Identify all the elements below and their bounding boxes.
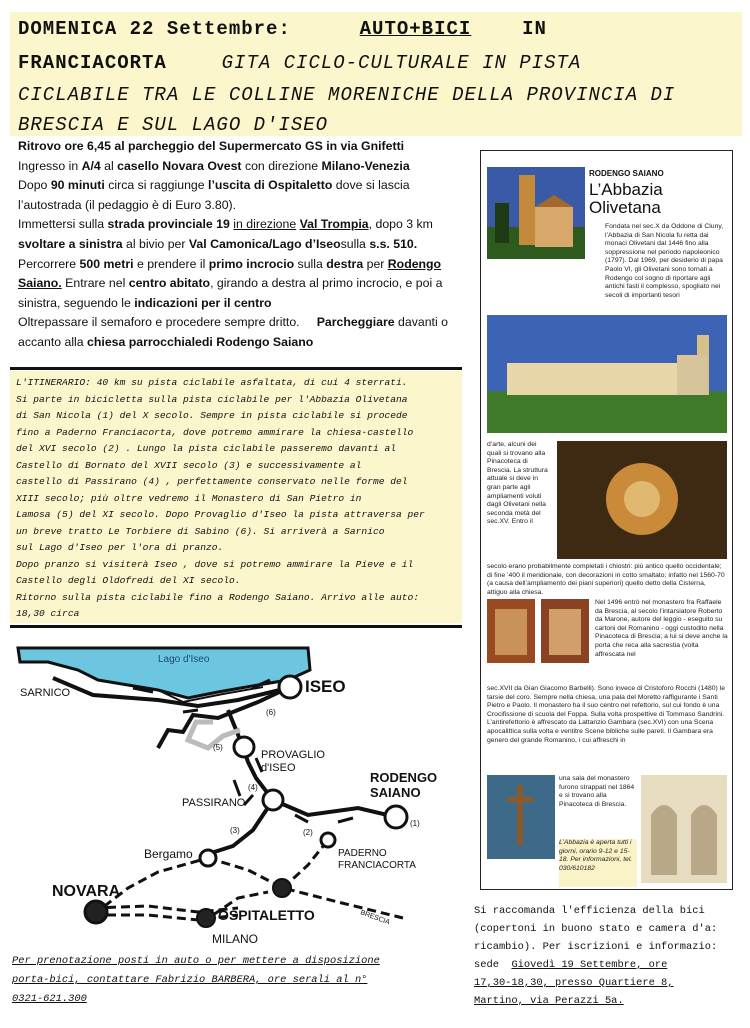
crucifixion-photo xyxy=(487,775,555,859)
door-photo-2 xyxy=(541,599,589,663)
itinerary-box xyxy=(10,371,462,623)
info-note xyxy=(474,902,744,1010)
label-provaglio: PROVAGLIO xyxy=(261,749,325,761)
directions-text xyxy=(18,137,480,353)
label-sarnico: SARNICO xyxy=(20,687,71,699)
meeting-point: Ritrovo ore 6,45 al parcheggio del Supermercato GS in via Gnifetti xyxy=(18,139,405,153)
article-side: d’arte, alcuni dei quali si trovano alla Pinacoteca di Brescia. La struttura attuale si deve in gran parte agli ampliamenti voluti dagli Olivetani nella seconda metà del sec.XV. Entro il xyxy=(487,441,548,526)
opening-hours-box: L’Abbazia è aperta tutti i giorni, orario 9-12 e 15-18. Per informazioni, tel. 030/610182 xyxy=(559,839,637,887)
article-intro: Fondata nel sec.X da Oddone di Cluny, l’Abbazia di San Nicola fu retta dai monaci Olivetani dal 1446 fino alla soppressione nel periodo napoleonico (1797). Dal 1969, per desiderio di papa Paolo VI, gli Olivetani sono tornati a Rodengo col sogno di riportare agli antichi fasti il complesso, spogliato nei secoli di importanti tesori xyxy=(605,223,724,299)
header-gita: GITA CICLO-CULTURALE IN PISTA xyxy=(221,52,582,74)
label-ospitaletto: OSPITALETTO xyxy=(218,907,315,923)
label-n6: (6) xyxy=(266,708,276,717)
directions-line xyxy=(18,137,480,157)
booking-line: porta-bici, contattare Fabrizio BARBERA, ore serali al n° xyxy=(12,974,368,986)
label-provaglio-2: d'ISEO xyxy=(261,762,296,774)
booking-phone: 0321-621.300 xyxy=(12,993,87,1005)
directions-line: sinistra, seguendo le indicazioni per il centro xyxy=(18,295,272,310)
info-line: (copertoni in buono stato e camera d'a: xyxy=(474,923,718,935)
fresco-photo xyxy=(557,441,727,559)
label-n4: (4) xyxy=(248,783,258,792)
header-franciacorta: FRANCIACORTA xyxy=(18,52,167,74)
itinerary-line: sul Lago d'Iseo per l'ora di pranzo. xyxy=(16,542,224,553)
abbey-article xyxy=(480,150,733,890)
road-network xyxy=(53,678,396,854)
booking-line: Per prenotazione posti in auto o per mettere a disposizione xyxy=(12,955,380,967)
header-auto-bici: AUTO+BICI xyxy=(359,18,472,40)
article-title xyxy=(589,181,663,217)
label-paderno-2: FRANCIACORTA xyxy=(338,860,416,871)
door-photo-1 xyxy=(487,599,535,663)
header-line-2 xyxy=(18,52,581,74)
itinerary-line: Ritorno sulla pista ciclabile fino a Rodengo Saiano. Arrivo alle auto: xyxy=(16,591,420,603)
label-bergamo: Bergamo xyxy=(144,847,193,861)
abbey-tower-photo xyxy=(487,167,585,259)
header-line-1 xyxy=(18,18,547,40)
article-col2: Nel 1496 entrò nel monastero fra Raffaele da Brescia, al secolo l’intarsiatore Roberto da Marone, autore del leggio - eseguito su cartoni del Romanino - oggi custodito nella Pinacoteca di Brescia; a lui si deve anche la porta che reca alla sacrestia (volta affrescata nel xyxy=(595,599,728,658)
bergamo-node xyxy=(200,850,216,866)
paderno-node xyxy=(321,833,335,847)
label-iseo: ISEO xyxy=(305,677,346,696)
directions-line: Saiano. Entrare nel centro abitato, girando a destra al primo incrocio, e poi a xyxy=(18,276,443,291)
label-n5: (5) xyxy=(213,743,223,752)
itinerary-line: del XVI secolo (2) . Lungo la pista ciclabile passeremo davanti al xyxy=(16,443,396,454)
directions-line: accanto alla chiesa parrocchialedi Rodengo Saiano xyxy=(18,334,314,349)
label-paderno: PADERNO xyxy=(338,848,387,859)
label-n1: (1) xyxy=(410,819,420,828)
directions-line: Immettersi sulla strada provinciale 19 in direzione Val Trompia, dopo 3 km xyxy=(18,217,433,232)
itinerary-line: un breve tratto Le Torbiere di Sabino (6). Si arriverà a Sarnico xyxy=(16,525,385,537)
milano-node xyxy=(197,909,215,927)
article-full2: sec.XVII da Gian Giacomo Barbelli). Sono invece di Cristoforo Rocchi (1480) le tarsie del coro. Sempre nella chiesa, una pala del Moretto raffigurante i Santi Pietro e Paolo. Il monastero ha il suo centro nel refettorio, sul cui fondo è una Crocifissione di scuola del Foppa. Sulla volta prospettive di Tommaso Sandrini. L’antirefettorio è affrescato da Lattanzio Gambara (sec.XVI) con una Scena apocalittica sulla volta e ventitre Scene bibliche sulle pareti. Il Gambara era genero del grande Romanino, i cui affreschi in xyxy=(487,685,726,744)
directions-line: l’autostrada (il pedaggio è di Euro 3.80). xyxy=(18,197,237,212)
label-rodengo: RODENGO xyxy=(370,770,438,785)
info-line: ricambio). Per iscrizioni e informazio: xyxy=(474,941,718,953)
info-line: Martino, via Perazzi 5a. xyxy=(474,995,624,1007)
header-date: DOMENICA 22 Settembre: xyxy=(18,18,291,40)
info-line: 17,30-18,30, presso Quartiere 8, xyxy=(474,977,674,989)
passirano-node xyxy=(263,790,283,810)
label-saiano: SAIANO xyxy=(370,785,421,800)
itinerary-line: 18,30 circa xyxy=(16,608,80,619)
itinerary-line: Castello di Bornato del XVII secolo (3) e successivamente al xyxy=(16,459,362,471)
route-map xyxy=(8,640,468,950)
itinerary-line: di San Nicola (1) del X secolo. Sempre in pista ciclabile si procede xyxy=(16,410,408,421)
label-passirano: PASSIRANO xyxy=(182,797,246,809)
label-brescia: BRESCIA xyxy=(359,909,391,927)
directions-line: Ingresso in A/4 al casello Novara Ovest con direzione Milano-Venezia xyxy=(18,158,410,173)
article-title-2: Olivetana xyxy=(589,198,661,217)
label-milano: MILANO xyxy=(212,932,259,946)
info-line: Si raccomanda l'efficienza della bici xyxy=(474,905,705,917)
itinerary-line: XIII secolo; più oltre vedremo il Monastero di San Pietro in xyxy=(16,492,362,504)
header-line-4: BRESCIA E SUL LAGO D'ISEO xyxy=(18,114,329,136)
cloister-photo xyxy=(641,775,727,883)
itinerary-line: L'ITINERARIO: 40 km su pista ciclabile asfaltata, di cui 4 sterrati. xyxy=(16,377,408,388)
directions-line: Dopo 90 minuti circa si raggiunge l’uscita di Ospitaletto dove si lascia xyxy=(18,178,410,193)
label-n3: (3) xyxy=(230,826,240,835)
label-novara: NOVARA xyxy=(52,883,121,900)
directions-line: Percorrere 500 metri e prendere il primo incrocio sulla destra per Rodengo xyxy=(18,256,442,271)
ospitaletto-node xyxy=(273,879,291,897)
provaglio-node xyxy=(234,737,254,757)
directions-line: Oltrepassare il semaforo e procedere sempre dritto. Parcheggiare davanti o xyxy=(18,315,448,330)
divider xyxy=(10,367,462,370)
itinerary-line: castello di Passirano (4) , perfettamente conservato nelle forme del xyxy=(16,476,408,487)
iseo-node xyxy=(279,676,301,698)
itinerary-line: fino a Paderno Franciacorta, dove potremo ammirare la chiesa-castello xyxy=(16,426,414,438)
itinerary-line: Si parte in bicicletta sulla pista ciclabile per l'Abbazia Olivetana xyxy=(16,393,408,405)
header-banner xyxy=(10,12,742,136)
article-mid: secolo erano probabilmente completati i chiostri: più antico quello occidentale; di fine ’400 il meridionale, con decorazioni in cotto smaltato; infatto nel 1560-70 (a causa dell’ampliamento dei piani superiori) quello detto della Cisterna, attiguo alla chiesa. xyxy=(487,563,725,596)
article-end: una sala del monastero furono strappati nel 1864 e si trovano alla Pinacoteca di Brescia. xyxy=(559,775,635,808)
itinerary-line: Dopo pranzo si visiterà Iseo , dove si potremo ammirare la Pieve e il xyxy=(16,558,414,570)
article-title-1: L’Abbazia xyxy=(589,180,663,199)
itinerary-line: Lamosa (5) del XI secolo. Dopo Provaglio d'Iseo la pista attraversa per xyxy=(16,509,425,520)
header-in: IN xyxy=(522,18,547,40)
directions-line: svoltare a sinistra al bivio per Val Camonica/Lago d’Iseosulla s.s. 510. xyxy=(18,236,418,251)
header-line-3: CICLABILE TRA LE COLLINE MORENICHE DELLA PROVINCIA DI xyxy=(18,84,676,106)
abbey-panorama-photo xyxy=(487,315,727,433)
label-n2: (2) xyxy=(303,828,313,837)
rodengo-node xyxy=(385,806,407,828)
booking-note xyxy=(12,952,467,1009)
lake-label: Lago d'Iseo xyxy=(158,654,210,665)
itinerary-line: Castello degli Oldofredi del XI secolo. xyxy=(16,575,241,586)
info-line: sede Giovedì 19 Settembre, ore xyxy=(474,959,668,971)
divider xyxy=(10,625,462,628)
article-kicker: RODENGO SAIANO xyxy=(589,169,664,178)
novara-node xyxy=(85,901,107,923)
